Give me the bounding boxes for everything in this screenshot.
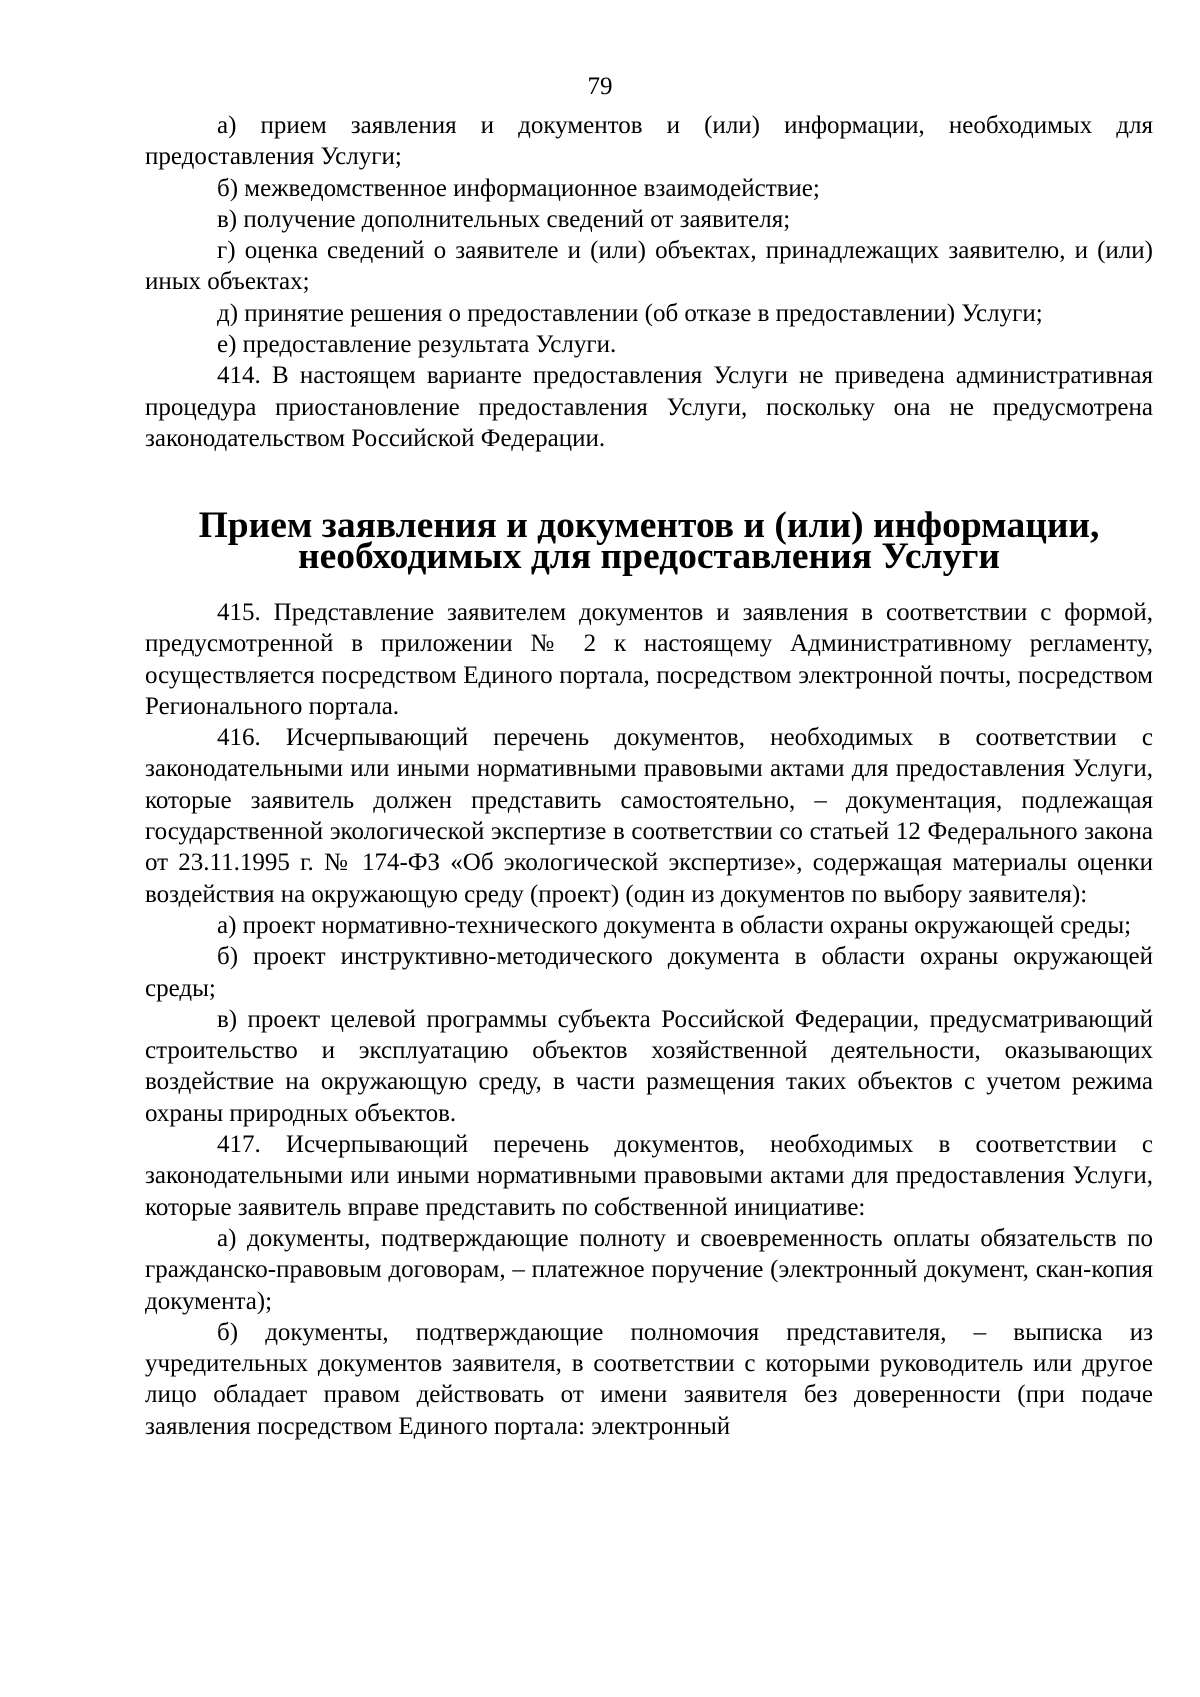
- page-number: 79: [587, 73, 613, 100]
- paragraph-v-list: в) получение дополнительных сведений от заявителя;: [217, 205, 791, 233]
- paragraph-g-list: г) оценка сведений о заявителе и (или) объектах, принадлежащих заявителю, и (или) иных объектах;: [145, 237, 1153, 296]
- paragraph-d-list: д) принятие решения о предоставлении (об отказе в предоставлении) Услуги;: [217, 299, 1043, 327]
- paragraph-415: 415. Представление заявителем документов и заявления в соответствии с формой, предусмотренной в приложении № 2 к настоящему Административному регламенту, осуществляется посредством Единого портала, посредством электронной почты, посредством Регионального портала.: [145, 599, 1153, 720]
- paragraph-414: 414. В настоящем варианте предоставления Услуги не приведена административная процедура приостановление предоставления Услуги, поскольку она не предусмотрена законодательством Российской Федерации.: [145, 362, 1153, 452]
- paragraph-416-v: в) проект целевой программы субъекта Российской Федерации, предусматривающий строительство и эксплуатацию объектов хозяйственной деятельности, оказывающих воздействие на окружающую среду, в части размещения таких объектов с учетом режима охраны природных объектов.: [145, 1005, 1153, 1127]
- paragraph-417-a: а) документы, подтверждающие полноту и своевременность оплаты обязательств по гражданско-правовым договорам, – платежное поручение (электронный документ, скан-копия документа);: [145, 1224, 1153, 1315]
- paragraph-417: 417. Исчерпывающий перечень документов, необходимых в соответствии с законодательными или иными нормативными правовыми актами для предоставления Услуги, которые заявитель вправе представить по собственной инициативе:: [145, 1131, 1153, 1221]
- top-section: [145, 110, 1153, 454]
- main-section: [145, 597, 1153, 1442]
- paragraph-417-b: б) документы, подтверждающие полномочия представителя, – выписка из учредительных документов заявителя, в соответствии с которыми руководитель или другое лицо обладает правом действовать от имени заявителя без доверенности (при подаче заявления посредством Единого портала: электронный: [145, 1318, 1153, 1440]
- paragraph-e-list: е) предоставление результата Услуги.: [217, 331, 617, 359]
- paragraph-416-b: б) проект инструктивно-методического документа в области охраны окружающей среды;: [145, 943, 1153, 1002]
- paragraph-b-list: б) межведомственное информационное взаимодействие;: [217, 174, 820, 202]
- section-heading: Прием заявления и документов и (или) информации, необходимых для предоставления Услуги: [198, 505, 1100, 577]
- paragraph-a-list: а) прием заявления и документов и (или) информации, необходимых для предоставления Услуги;: [145, 112, 1153, 171]
- paragraph-416: 416. Исчерпывающий перечень документов, необходимых в соответствии с законодательными или иными нормативными правовыми актами для предоставления Услуги, которые заявитель должен представить самостоятельно, – документация, подлежащая государственной экологической экспертизе в соответствии со статьей 12 Федерального закона от 23.11.1995 г. № 174-ФЗ «Об экологической экспертизе», содержащая материалы оценки воздействия на окружающую среду (проект) (один из документов по выбору заявителя):: [145, 724, 1153, 908]
- paragraph-416-a: а) проект нормативно-технического документа в области охраны окружающей среды;: [217, 911, 1132, 939]
